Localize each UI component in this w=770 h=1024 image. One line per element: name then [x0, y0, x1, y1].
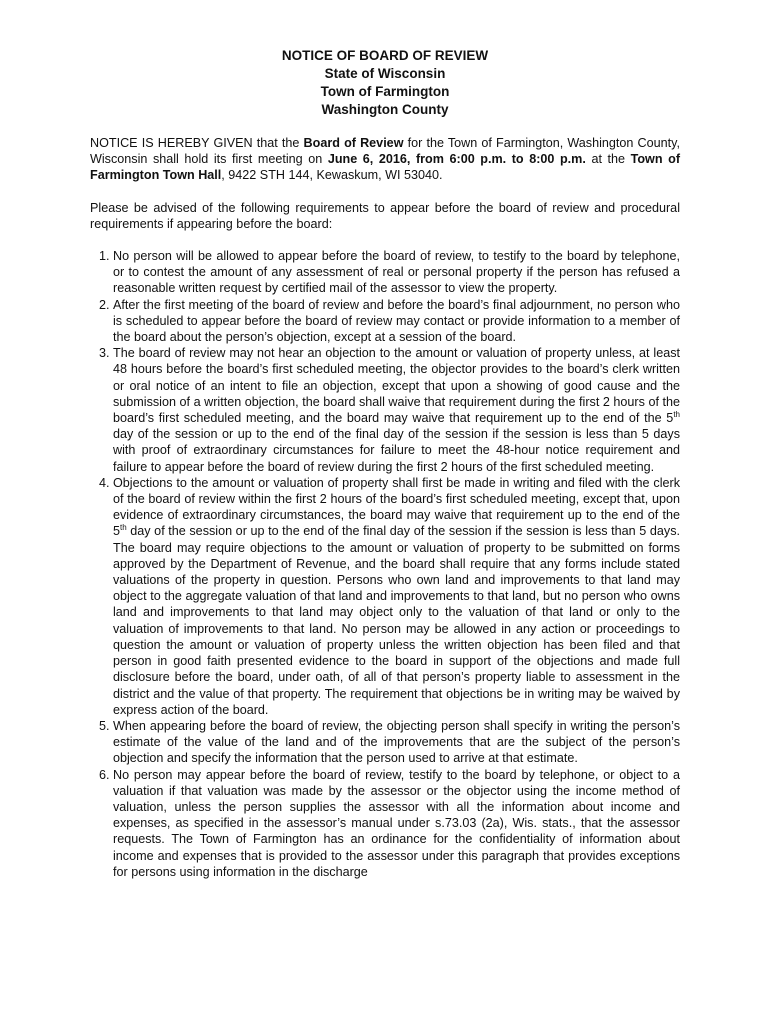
- notice-address: , 9422 STH 144, Kewaskum, WI 53040.: [221, 168, 443, 183]
- requirement-item-3: [113, 345, 680, 475]
- requirement-4-text-a: Objections to the amount or valuation of property shall first be made in writing and filed with the clerk of the board of review within the first 2 hours of the board’s first scheduled meeting, except that, upon evidence of extraordinary circumstances, the board may waive that requirement up to the end of the 5: [113, 475, 680, 539]
- heading-town: Town of Farmington: [320, 84, 450, 99]
- ordinal-suffix: th: [120, 523, 127, 533]
- requirement-item-6: 6. No person may appear before the board of review, testify to the board by telephone, or object to a valuation if that valuation was made by the assessor or the objector using the income method of valuation, unless the person supplies the assessor with all the information about income and expenses, as specified in the assessor’s manual under s.73.03 (2a), Wis. stats., that the assessor requests. The Town of Farmington has an ordinance for the confidentiality of information about income and expenses that is provided to the assessor under this paragraph that provides exceptions for persons using information in the discharge: [113, 767, 680, 880]
- requirement-3-text-b: day of the session or up to the end of the final day of the session if the session is less than 5 days with proof of extraordinary circumstances for failure to meet the 48-hour notice requirement and failure to appear before the board of review during the first 2 hours of the first scheduled meeting.: [113, 427, 680, 474]
- notice-text-3: at the: [585, 152, 631, 167]
- heading-title: NOTICE OF BOARD OF REVIEW: [281, 48, 489, 63]
- ordinal-suffix: th: [673, 409, 680, 419]
- notice-text-1: NOTICE IS HEREBY GIVEN that the: [90, 136, 304, 150]
- notice-heading: [90, 47, 680, 119]
- requirement-3-text-a: The board of review may not hear an objection to the amount or valuation of property unless, at least 48 hours before the board’s first scheduled meeting, the objector provides to the board’s clerk written or oral notice of an intent to file an objection, except that upon a showing of good cause and the submission of a written objection, the board shall waive that requirement during the first 2 hours of the board’s first scheduled meeting, and the board may waive that requirement up to the end of the 5: [113, 346, 680, 426]
- requirements-list: [90, 248, 680, 880]
- heading-county: Washington County: [321, 102, 449, 117]
- notice-text-2: for the Town of Farmington, Washington County, Wisconsin shall hold its first meeting on: [90, 136, 681, 167]
- notice-date-time: June 6, 2016, from 6:00 p.m. to 8:00 p.m.: [327, 152, 586, 167]
- notice-location: Town of Farmington Town Hall: [90, 152, 681, 183]
- heading-state: State of Wisconsin: [324, 66, 446, 81]
- requirement-item-5: 5. When appearing before the board of review, the objecting person shall specify in writing the person’s estimate of the value of the land and of the improvements that are the subject of the person’s objection and specify the information that the person used to arrive at that estimate.: [113, 718, 680, 767]
- notice-document: [90, 47, 680, 880]
- requirement-4-text-b: day of the session or up to the end of the final day of the session if the session is less than 5 days. The board may require objections to the amount or valuation of property to be submitted on forms approved by the Department of Revenue, and the board shall require that any forms include stated valuations of the property in question. Persons who own land and improvements to that land may object to the aggregate valuation of that land and improvements to that land, but no person who owns land and improvements to that land may object only to the valuation of that land or only to the valuation of improvements to that land. No person may be allowed in any action or proceedings to question the amount or valuation of property unless the written objection has been filed and that person in good faith presented evidence to the board in support of the objections and made full disclosure before the board, under oath, of all of that person’s property liable to assessment in the district and the value of that property. The requirement that objections be in writing may be waived by express action of the board.: [113, 524, 680, 717]
- advisory-paragraph: Please be advised of the following requirements to appear before the board of review and procedural requirements if appearing before the board:: [90, 200, 680, 231]
- requirement-item-1: 1. No person will be allowed to appear before the board of review, to testify to the board by telephone, or to contest the amount of any assessment of real or personal property if the person has refused a reasonable written request by certified mail of the assessor to view the property.: [113, 248, 680, 297]
- notice-board-name: Board of Review: [303, 136, 404, 150]
- requirement-item-2: 2. After the first meeting of the board of review and before the board’s final adjournment, no person who is scheduled to appear before the board of review may contact or provide information to a member of the board about the person’s objection, except at a session of the board.: [113, 297, 680, 346]
- requirement-item-4: [113, 475, 680, 718]
- notice-paragraph: [90, 135, 680, 184]
